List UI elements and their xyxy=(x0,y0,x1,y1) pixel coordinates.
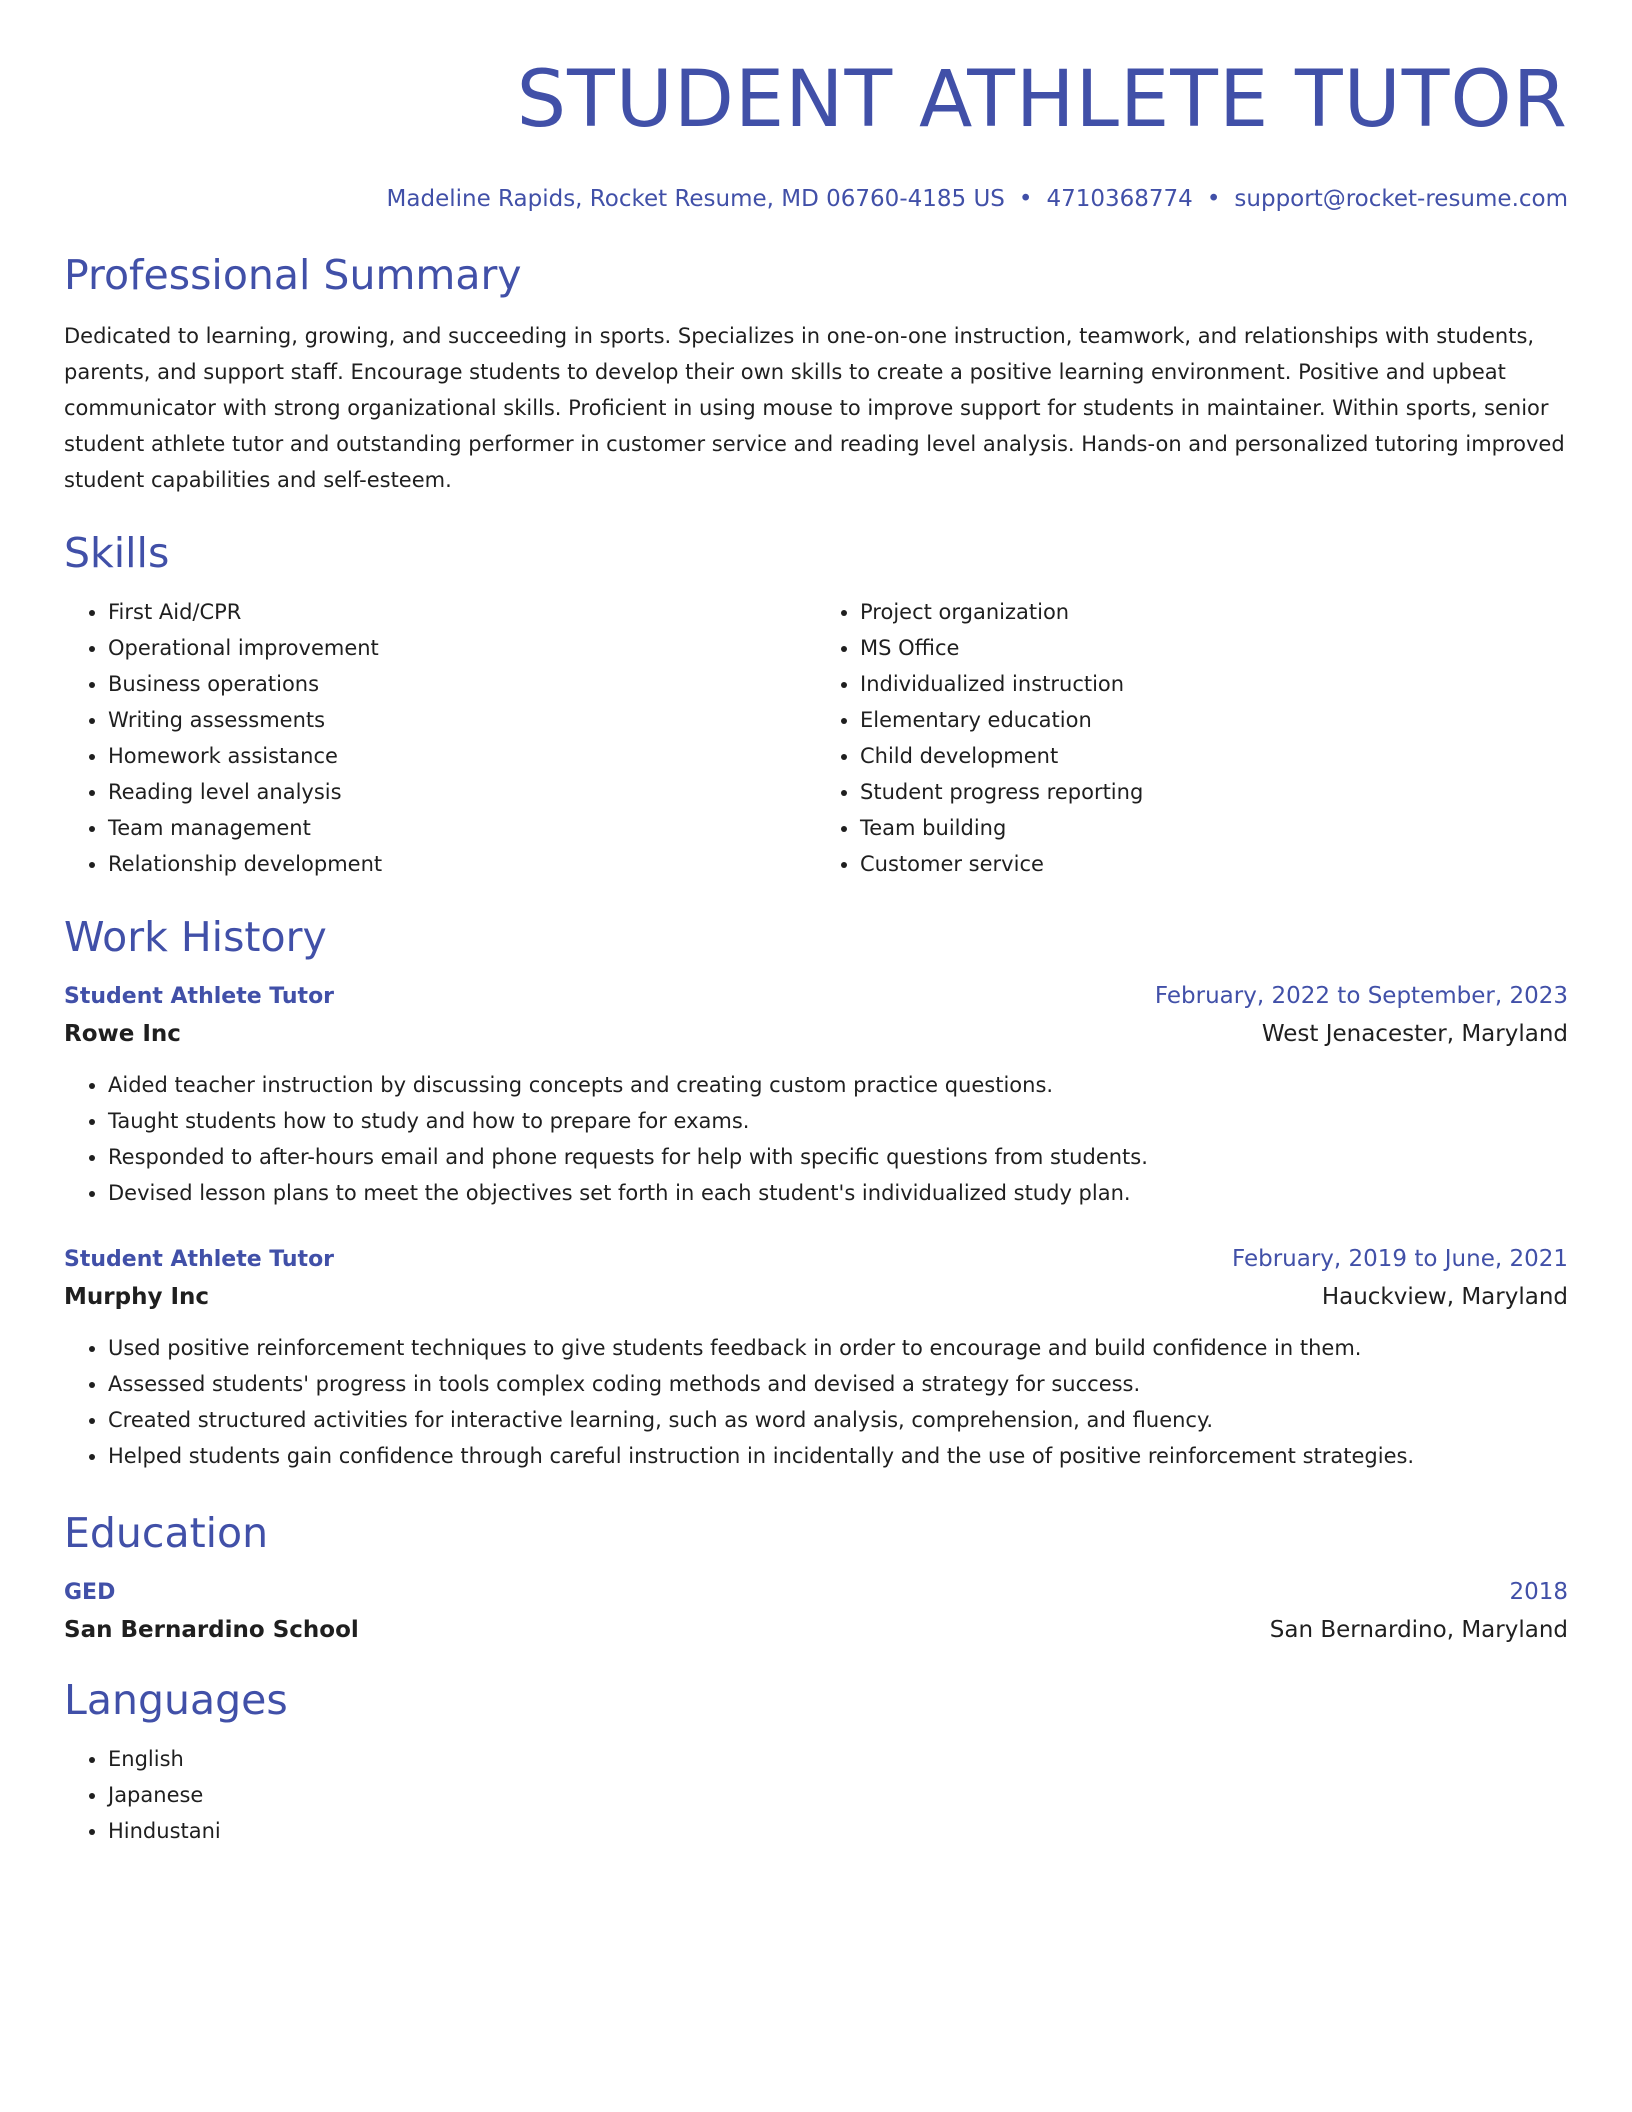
job-location: West Jenacester, Maryland xyxy=(1261,1021,1568,1047)
job-bullet: • Aided teacher instruction by discussing concepts and creating custom practice questions. xyxy=(108,1067,1568,1103)
contact-email[interactable]: support@rocket-resume.com xyxy=(1234,186,1568,212)
job-header-row xyxy=(64,978,1568,1015)
job-entry xyxy=(64,1241,1568,1474)
job-location: Hauckview, Maryland xyxy=(1321,1284,1568,1310)
education-school-row xyxy=(64,1611,1568,1649)
contact-address: Madeline Rapids, Rocket Resume, MD 06760-4185 US xyxy=(386,186,1005,212)
skill-item: • Homework assistance xyxy=(108,738,816,774)
job-bullets xyxy=(64,1067,1568,1211)
contact-separator: • xyxy=(1018,186,1033,212)
job-bullets xyxy=(64,1330,1568,1474)
resume-title: STUDENT ATHLETE TUTOR xyxy=(516,55,1568,145)
skill-item: • Business operations xyxy=(108,666,816,702)
summary-heading: Professional Summary xyxy=(64,251,522,299)
job-company-row xyxy=(64,1015,1568,1053)
skill-item: • First Aid/CPR xyxy=(108,594,816,630)
job-title: Student Athlete Tutor xyxy=(64,1247,335,1272)
job-company: Rowe Inc xyxy=(64,1021,181,1047)
education-entry xyxy=(64,1574,1568,1649)
job-company: Murphy Inc xyxy=(64,1284,210,1310)
languages-heading: Languages xyxy=(64,1676,288,1724)
skill-item: • Student progress reporting xyxy=(860,774,1568,810)
skill-item: • Relationship development xyxy=(108,846,816,882)
job-entry xyxy=(64,978,1568,1211)
education-heading: Education xyxy=(64,1509,269,1557)
job-bullet: • Devised lesson plans to meet the objectives set forth in each student's individualized study plan. xyxy=(108,1175,1568,1211)
skill-item: • Team management xyxy=(108,810,816,846)
job-bullet: • Helped students gain confidence through careful instruction in incidentally and the use of positive reinforcement strategies. xyxy=(108,1438,1568,1474)
skill-item: • MS Office xyxy=(860,630,1568,666)
contact-line xyxy=(64,184,1568,214)
education-degree: GED xyxy=(64,1580,116,1605)
job-dates: February, 2022 to September, 2023 xyxy=(1154,983,1568,1009)
skill-item: • Child development xyxy=(860,738,1568,774)
skills-column-right xyxy=(816,594,1568,882)
languages-list xyxy=(64,1741,1568,1849)
education-school: San Bernardino School xyxy=(64,1617,359,1643)
skill-item: • Customer service xyxy=(860,846,1568,882)
job-bullet: • Created structured activities for interactive learning, such as word analysis, comprehension, and fluency. xyxy=(108,1402,1568,1438)
work-history-heading: Work History xyxy=(64,913,327,961)
job-title: Student Athlete Tutor xyxy=(64,984,335,1009)
skill-item: • Team building xyxy=(860,810,1568,846)
skill-item: • Project organization xyxy=(860,594,1568,630)
skill-item: • Elementary education xyxy=(860,702,1568,738)
job-bullet: • Responded to after-hours email and phone requests for help with specific questions from students. xyxy=(108,1139,1568,1175)
contact-phone: 4710368774 xyxy=(1046,186,1193,212)
skill-item: • Writing assessments xyxy=(108,702,816,738)
contact-separator: • xyxy=(1206,186,1221,212)
education-header-row xyxy=(64,1574,1568,1611)
language-item: • Hindustani xyxy=(108,1813,1568,1849)
skills-list xyxy=(64,594,1568,882)
skill-item: • Reading level analysis xyxy=(108,774,816,810)
skills-column-left xyxy=(64,594,816,882)
skills-heading: Skills xyxy=(64,529,170,577)
language-item: • English xyxy=(108,1741,1568,1777)
job-bullet: • Used positive reinforcement techniques to give students feedback in order to encourage and build confidence in them. xyxy=(108,1330,1568,1366)
skill-item: • Operational improvement xyxy=(108,630,816,666)
skill-item: • Individualized instruction xyxy=(860,666,1568,702)
summary-text: Dedicated to learning, growing, and succeeding in sports. Specializes in one-on-one instruction, teamwork, and relationships with students, parents, and support staff. Encourage students to develop their own skills to create a positive learning environment. Positive and upbeat communicator with strong organizational skills. Proficient in using mouse to improve support for students in maintainer. Within sports, senior student athlete tutor and outstanding performer in customer service and reading level analysis. Hands-on and personalized tutoring improved student capabilities and self-esteem. xyxy=(64,324,1565,492)
job-company-row xyxy=(64,1278,1568,1316)
education-location: San Bernardino, Maryland xyxy=(1269,1617,1568,1643)
job-bullet: • Assessed students' progress in tools complex coding methods and devised a strategy for success. xyxy=(108,1366,1568,1402)
job-header-row xyxy=(64,1241,1568,1278)
education-year: 2018 xyxy=(1509,1579,1568,1605)
language-item: • Japanese xyxy=(108,1777,1568,1813)
job-bullet: • Taught students how to study and how to prepare for exams. xyxy=(108,1103,1568,1139)
job-dates: February, 2019 to June, 2021 xyxy=(1231,1246,1568,1272)
